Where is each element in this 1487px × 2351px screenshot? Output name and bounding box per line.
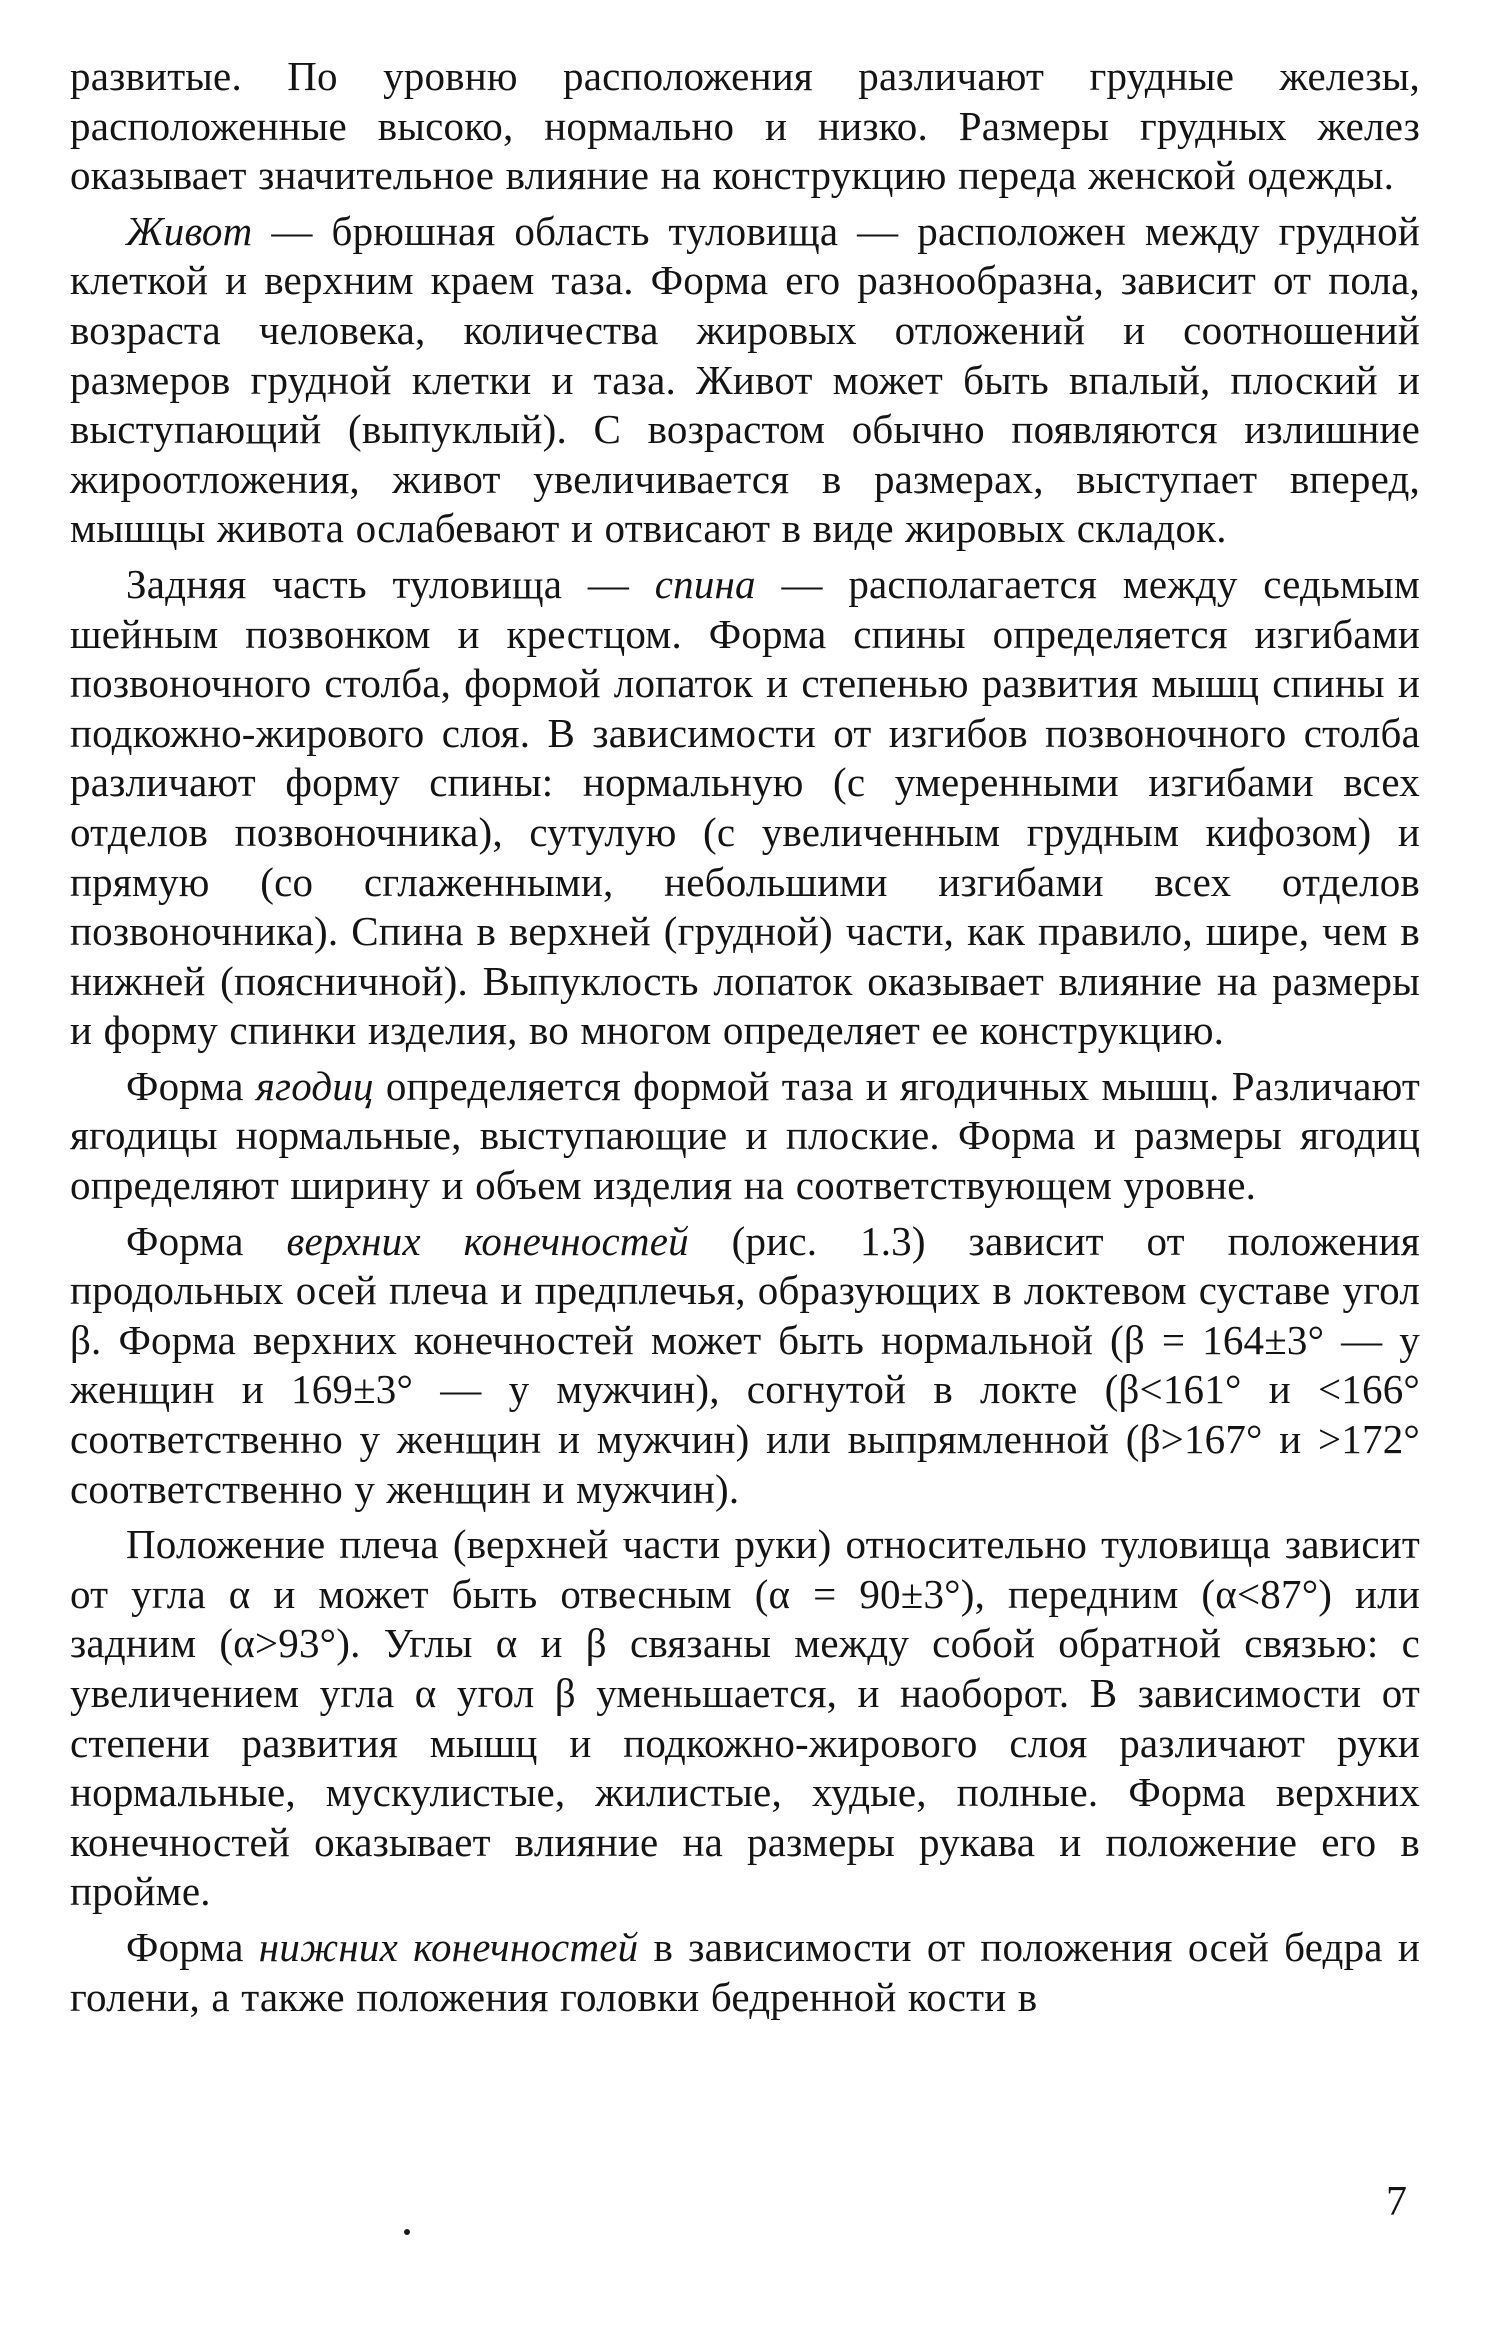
italic-term: ягодиц <box>255 1062 374 1109</box>
text-run: определяется формой таза и ягодичных мышц. Различают ягодицы нормальные, выступающие и плоские. Форма и размеры ягодиц определяют ширину и объем изделия на соответствующем уровне. <box>70 1062 1420 1209</box>
paragraph <box>70 1217 1420 1515</box>
italic-term: Живот <box>126 207 253 254</box>
text-run: Форма <box>126 1062 256 1109</box>
scan-speck <box>404 2229 410 2235</box>
text-run: Форма <box>126 1217 287 1264</box>
paragraph <box>70 52 1420 201</box>
text-run: (рис. 1.3) зависит от положения продольных осей плеча и предплечья, образующих в локтевом суставе угол β. Форма верхних конечностей может быть нормальной (β = 164±3° — у женщин и 169±3° — у мужчин), согнутой в локте (β<161° и <166° соответственно у женщин и мужчин) или выпрямленной (β>167° и >172° соответственно у женщин и мужчин). <box>70 1217 1420 1512</box>
text-run: — брюшная область туловища — расположен между грудной клеткой и верхним краем таза. Форма его разнообразна, зависит от пола, возраста человека, количества жировых отложений и соотношений размеров грудной клетки и таза. Живот может быть впалый, плоский и выступающий (выпуклый). С возрастом обычно появляются излишние жироотложения, живот увеличивается в размерах, выступает вперед, мышцы живота ослабевают и отвисают в виде жировых складок. <box>70 207 1420 552</box>
body-text-column <box>70 52 1420 2028</box>
italic-term: спина <box>654 560 756 607</box>
text-run: — располагается между седьмым шейным позвонком и крестцом. Форма спины определяется изгибами позвоночного столба, формой лопаток и степенью развития мышц спины и подкожно-жирового слоя. В зависимости от изгибов позвоночного столба различают форму спины: нормальную (с умеренными изгибами всех отделов позвоночника), сутулую (с увеличенным грудным кифозом) и прямую (со сглаженными, небольшими изгибами всех отделов позвоночника). Спина в верхней (грудной) части, как правило, шире, чем в нижней (поясничной). Выпуклость лопаток оказывает влияние на размеры и форму спинки изделия, во многом определяет ее конструкцию. <box>70 560 1421 1054</box>
text-run: Положение плеча (верхней части руки) относительно туловища зависит от угла α и может быть отвесным (α = 90±3°), передним (α<87°) или задним (α>93°). Углы α и β связаны между собой обратной связью: с увеличением угла α угол β уменьшается, и наоборот. В зависимости от степени развития мышц и подкожно-жирового слоя различают руки нормальные, мускулистые, жилистые, худые, полные. Форма верхних конечностей оказывает влияние на размеры рукава и положение его в пройме. <box>70 1521 1420 1915</box>
text-run: в зависимости от положения осей бедра и голени, а также положения головки бедренной кости в <box>70 1923 1420 2020</box>
paragraph <box>70 207 1420 554</box>
paragraph <box>70 1923 1420 2022</box>
text-run: развитые. По уровню расположения различают грудные железы, расположенные высоко, нормально и низко. Размеры грудных желез оказывает значительное влияние на конструкцию переда женской одежды. <box>70 53 1420 199</box>
paragraph <box>70 1520 1420 1917</box>
paragraph <box>70 560 1420 1056</box>
text-run: Форма <box>126 1923 259 1970</box>
paragraph <box>70 1062 1420 1211</box>
italic-term: верхних конечностей <box>286 1217 689 1264</box>
page-number: 7 <box>1386 2179 1407 2225</box>
italic-term: нижних конечностей <box>258 1923 639 1970</box>
text-run: Задняя часть туловища — <box>126 560 655 607</box>
